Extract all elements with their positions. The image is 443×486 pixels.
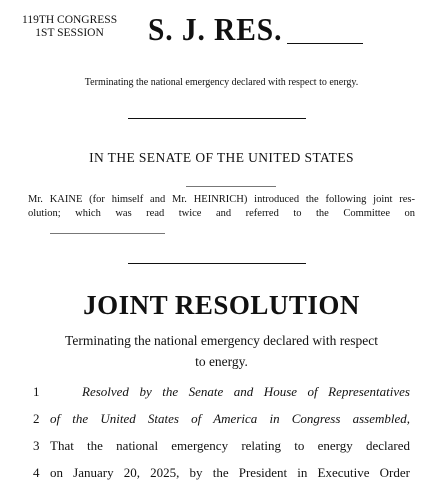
long-title-line-1: Terminating the national emergency declared with respect: [65, 333, 378, 348]
line-number: 3: [33, 438, 40, 453]
line-number: 4: [33, 465, 40, 480]
long-title-line-2: to energy.: [195, 354, 248, 369]
introduction-line-2: olution; which was read twice and referred to the Committee on: [28, 208, 415, 219]
document-type-heading: JOINT RESOLUTION: [83, 290, 360, 320]
line-number: 1: [33, 384, 40, 399]
session-label: 1ST SESSION: [35, 27, 104, 39]
long-title: [0, 330, 443, 372]
body-line: Resolved by the Senate and House of Representatives: [82, 384, 410, 399]
bill-number-blank: [287, 43, 363, 44]
body-line: of the United States of America in Congress assembled,: [50, 411, 410, 426]
body-line: on January 20, 2025, by the President in Executive Order: [50, 465, 410, 480]
introduction-line-1: Mr. KAINE (for himself and Mr. HEINRICH) introduced the following joint res-: [28, 194, 415, 205]
line-number: 2: [33, 411, 40, 426]
short-title: Terminating the national emergency declared with respect to energy.: [84, 77, 359, 88]
body-line: That the national emergency relating to energy declared: [50, 438, 410, 453]
congress-session-block: [22, 14, 117, 40]
divider-top: [128, 118, 306, 119]
congress-label: 119TH CONGRESS: [22, 14, 118, 26]
committee-blank: [50, 233, 165, 234]
sponsor-blank: [186, 186, 276, 187]
chamber-heading: IN THE SENATE OF THE UNITED STATES: [89, 150, 354, 165]
divider-bottom: [128, 263, 306, 264]
bill-number: S. J. RES.: [148, 11, 283, 47]
